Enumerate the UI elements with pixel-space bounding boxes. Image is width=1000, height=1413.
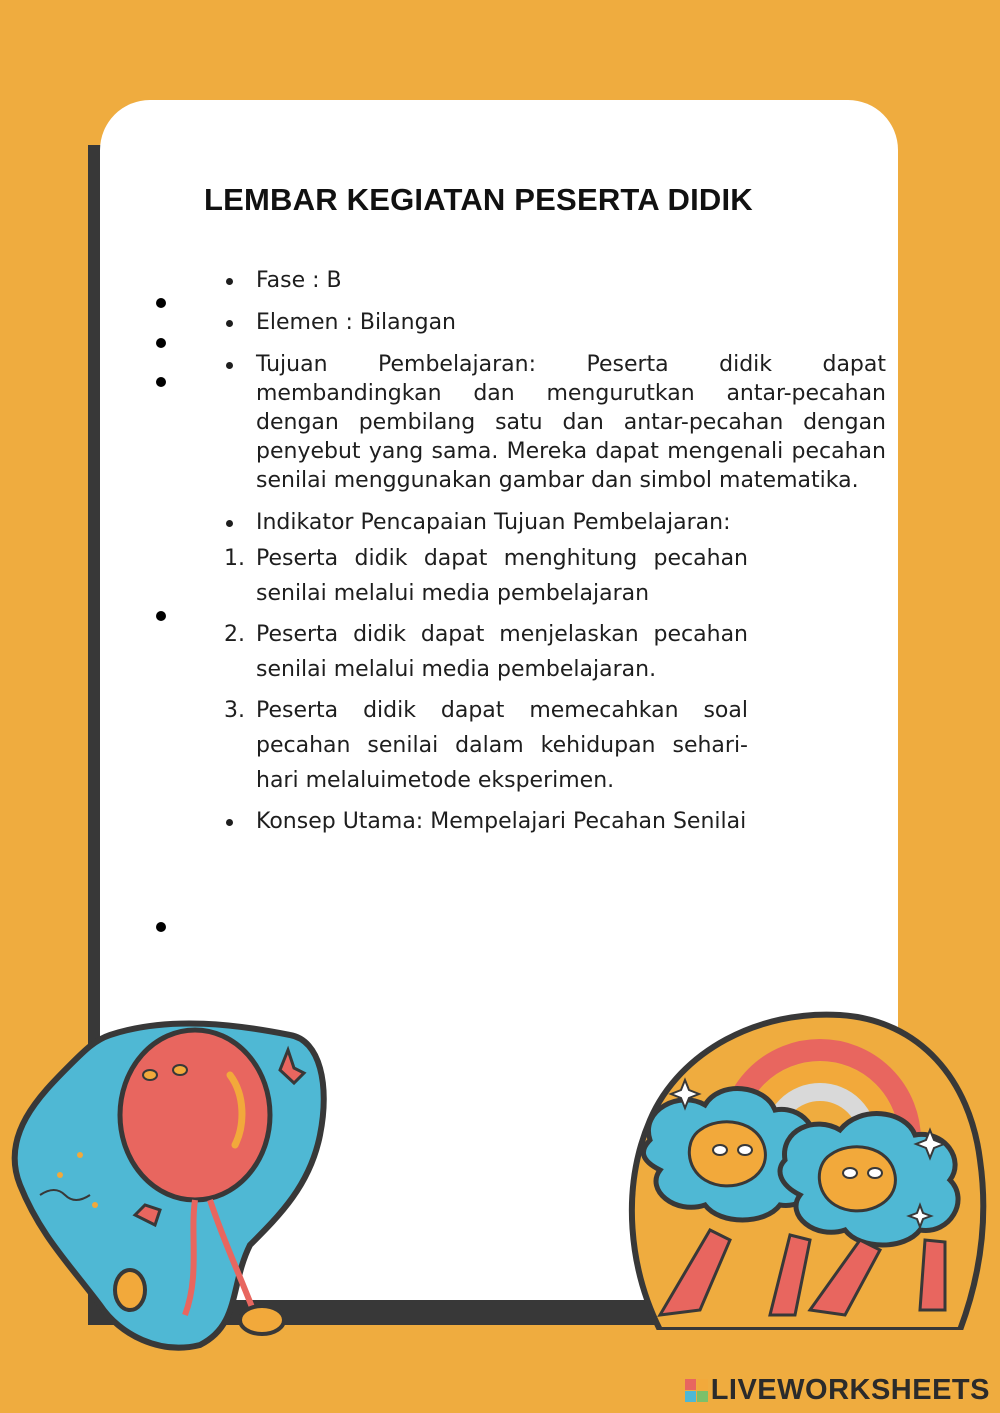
balloon-character-icon [0,1015,340,1355]
margin-dot [156,338,166,348]
numbered-item-2 [222,617,748,687]
liveworksheets-logo [685,1374,990,1407]
list-item-indikator [222,508,886,537]
numbered-item-1 [222,541,748,611]
item-number: 1. [224,546,245,571]
cloud-characters-icon [620,1010,990,1330]
margin-dot [156,377,166,387]
list-item-konsep [222,804,748,839]
item-number: 2. [224,622,245,647]
fase-text: Fase : B [256,268,342,293]
numbered-text: Peserta didik dapat menjelaskan pecahan senilai melalui media pembelajaran. [256,622,748,682]
tujuan-text: Tujuan Pembelajaran: Peserta didik dapat membandingkan dan mengurutkan antar-pecahan dengan pembilang satu dan antar-pecahan dengan penyebut yang sama. Mereka dapat mengenali pecahan senilai menggunakan gambar dan simbol matematika. [256,352,886,493]
content-list [222,266,886,852]
logo-text: LIVEWORKSHEETS [710,1374,990,1406]
elemen-text: Elemen : Bilangan [256,310,456,335]
numbered-item-3 [222,693,748,798]
bullet [226,819,233,826]
item-number: 3. [224,698,245,723]
list-item-elemen [222,308,886,337]
margin-dot [156,298,166,308]
konsep-text: Konsep Utama: Mempelajari Pecahan Senilai [256,809,747,834]
logo-mark-icon [685,1379,708,1402]
bullet [226,362,233,369]
bullet [226,320,233,327]
indikator-text: Indikator Pencapaian Tujuan Pembelajaran: [256,510,731,535]
margin-dot [156,611,166,621]
list-item-fase [222,266,886,295]
numbered-text: Peserta didik dapat menghitung pecahan senilai melalui media pembelajaran [256,546,748,606]
bullet [226,520,233,527]
list-item-tujuan [222,350,886,495]
numbered-text: Peserta didik dapat memecahkan soal pecahan senilai dalam kehidupan sehari-hari melaluimetode eksperimen. [256,698,748,793]
margin-dot [156,922,166,932]
bullet [226,278,233,285]
page-title: LEMBAR KEGIATAN PESERTA DIDIK [204,182,753,217]
